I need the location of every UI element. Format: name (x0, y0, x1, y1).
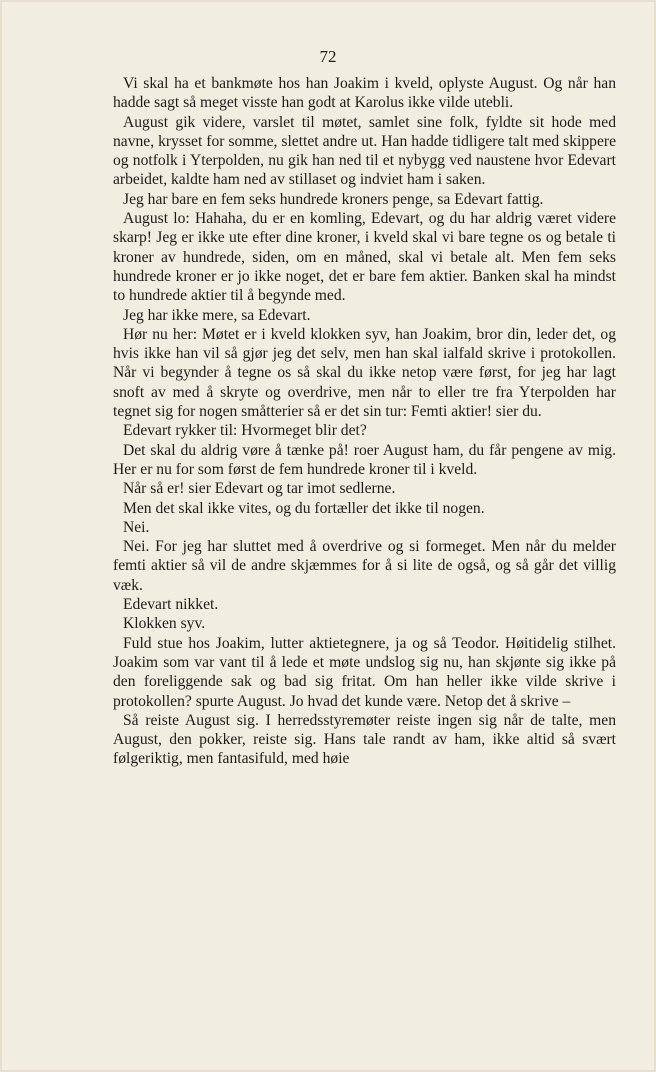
paragraph: Det skal du aldrig vøre å tænke på! roer August ham, du får pengene av mig. Her er nu for som først de fem hundrede kroner til i kveld. (113, 441, 616, 478)
paragraph: Så reiste August sig. I herredsstyremøter reiste ingen sig når de talte, men August, den pokker, reiste sig. Hans tale randt av ham, ikke altid så svært følgeriktig, men fantasifuld, med høie (113, 711, 616, 768)
paragraph: August gik videre, varslet til møtet, samlet sine folk, fyldte sit hode med navne, krysset for somme, slettet andre ut. Han hadde tidligere talt med skippere og notfolk i Yterpolden, nu gik han ned til et nybygg ved naustene hvor Edevart arbeidet, kaldte ham ned av stillaset og indviet ham i saken. (113, 113, 616, 189)
paragraph: Nei. For jeg har sluttet med å overdrive og si formeget. Men når du melder femti aktier så vil de andre skjæmmes for å si lite de også, og så går det villig væk. (113, 538, 616, 594)
paragraph: Klokken syv. (123, 615, 206, 633)
page-number: 72 (319, 47, 337, 66)
body-text (113, 74, 616, 769)
paragraph: Edevart nikket. (123, 596, 219, 614)
paragraph: Jeg har bare en fem seks hundrede kroners penge, sa Edevart fattig. (123, 190, 544, 208)
paragraph: Edevart rykker til: Hvormeget blir det? (123, 422, 367, 440)
paragraph: Nei. (123, 518, 150, 536)
paragraph: August lo: Hahaha, du er en komling, Edevart, og du har aldrig været videre skarp! Jeg er ikke ute efter dine kroner, i kveld skal vi bare tegne os og betale ti kroner av hundrede, siden, om en måned, skal vi betale alt. Men fem seks hundrede kroner er jo ikke noget, det er bare fem aktier. Banken skal ha mindst to hundrede aktier til å begynde med. (113, 210, 616, 305)
paragraph: Jeg har ikke mere, sa Edevart. (123, 306, 311, 324)
paragraph: Fuld stue hos Joakim, lutter aktietegnere, ja og så Teodor. Høitidelig stilhet. Joakim som var vant til å lede et møte undslog sig nu, han skjønte sig ikke på den foreliggende sak og bad sig fritat. Om han heller ikke vilde skrive i protokollen? spurte August. Jo hvad det kunde være. Netop det å skrive – (113, 634, 616, 710)
paragraph: Når så er! sier Edevart og tar imot sedlerne. (123, 480, 396, 498)
paragraph: Men det skal ikke vites, og du fortæller det ikke til nogen. (123, 499, 485, 517)
paragraph: Vi skal ha et bankmøte hos han Joakim i kveld, oplyste August. Og når han hadde sagt så meget visste han godt at Karolus ikke vilde utebli. (113, 75, 616, 112)
paragraph: Hør nu her: Møtet er i kveld klokken syv, han Joakim, bror din, leder det, og hvis ikke han vil så gjør jeg det selv, men han skal ialfald skrive i protokollen. Når vi begynder å tegne os så skal du ikke netop være først, for jeg har lagt snoft av med å skryte og overdrive, men når to eller tre fra Yterpolden har tegnet sig for nogen småtterier så er det sin tur: Femti aktier! sier du. (113, 325, 616, 421)
